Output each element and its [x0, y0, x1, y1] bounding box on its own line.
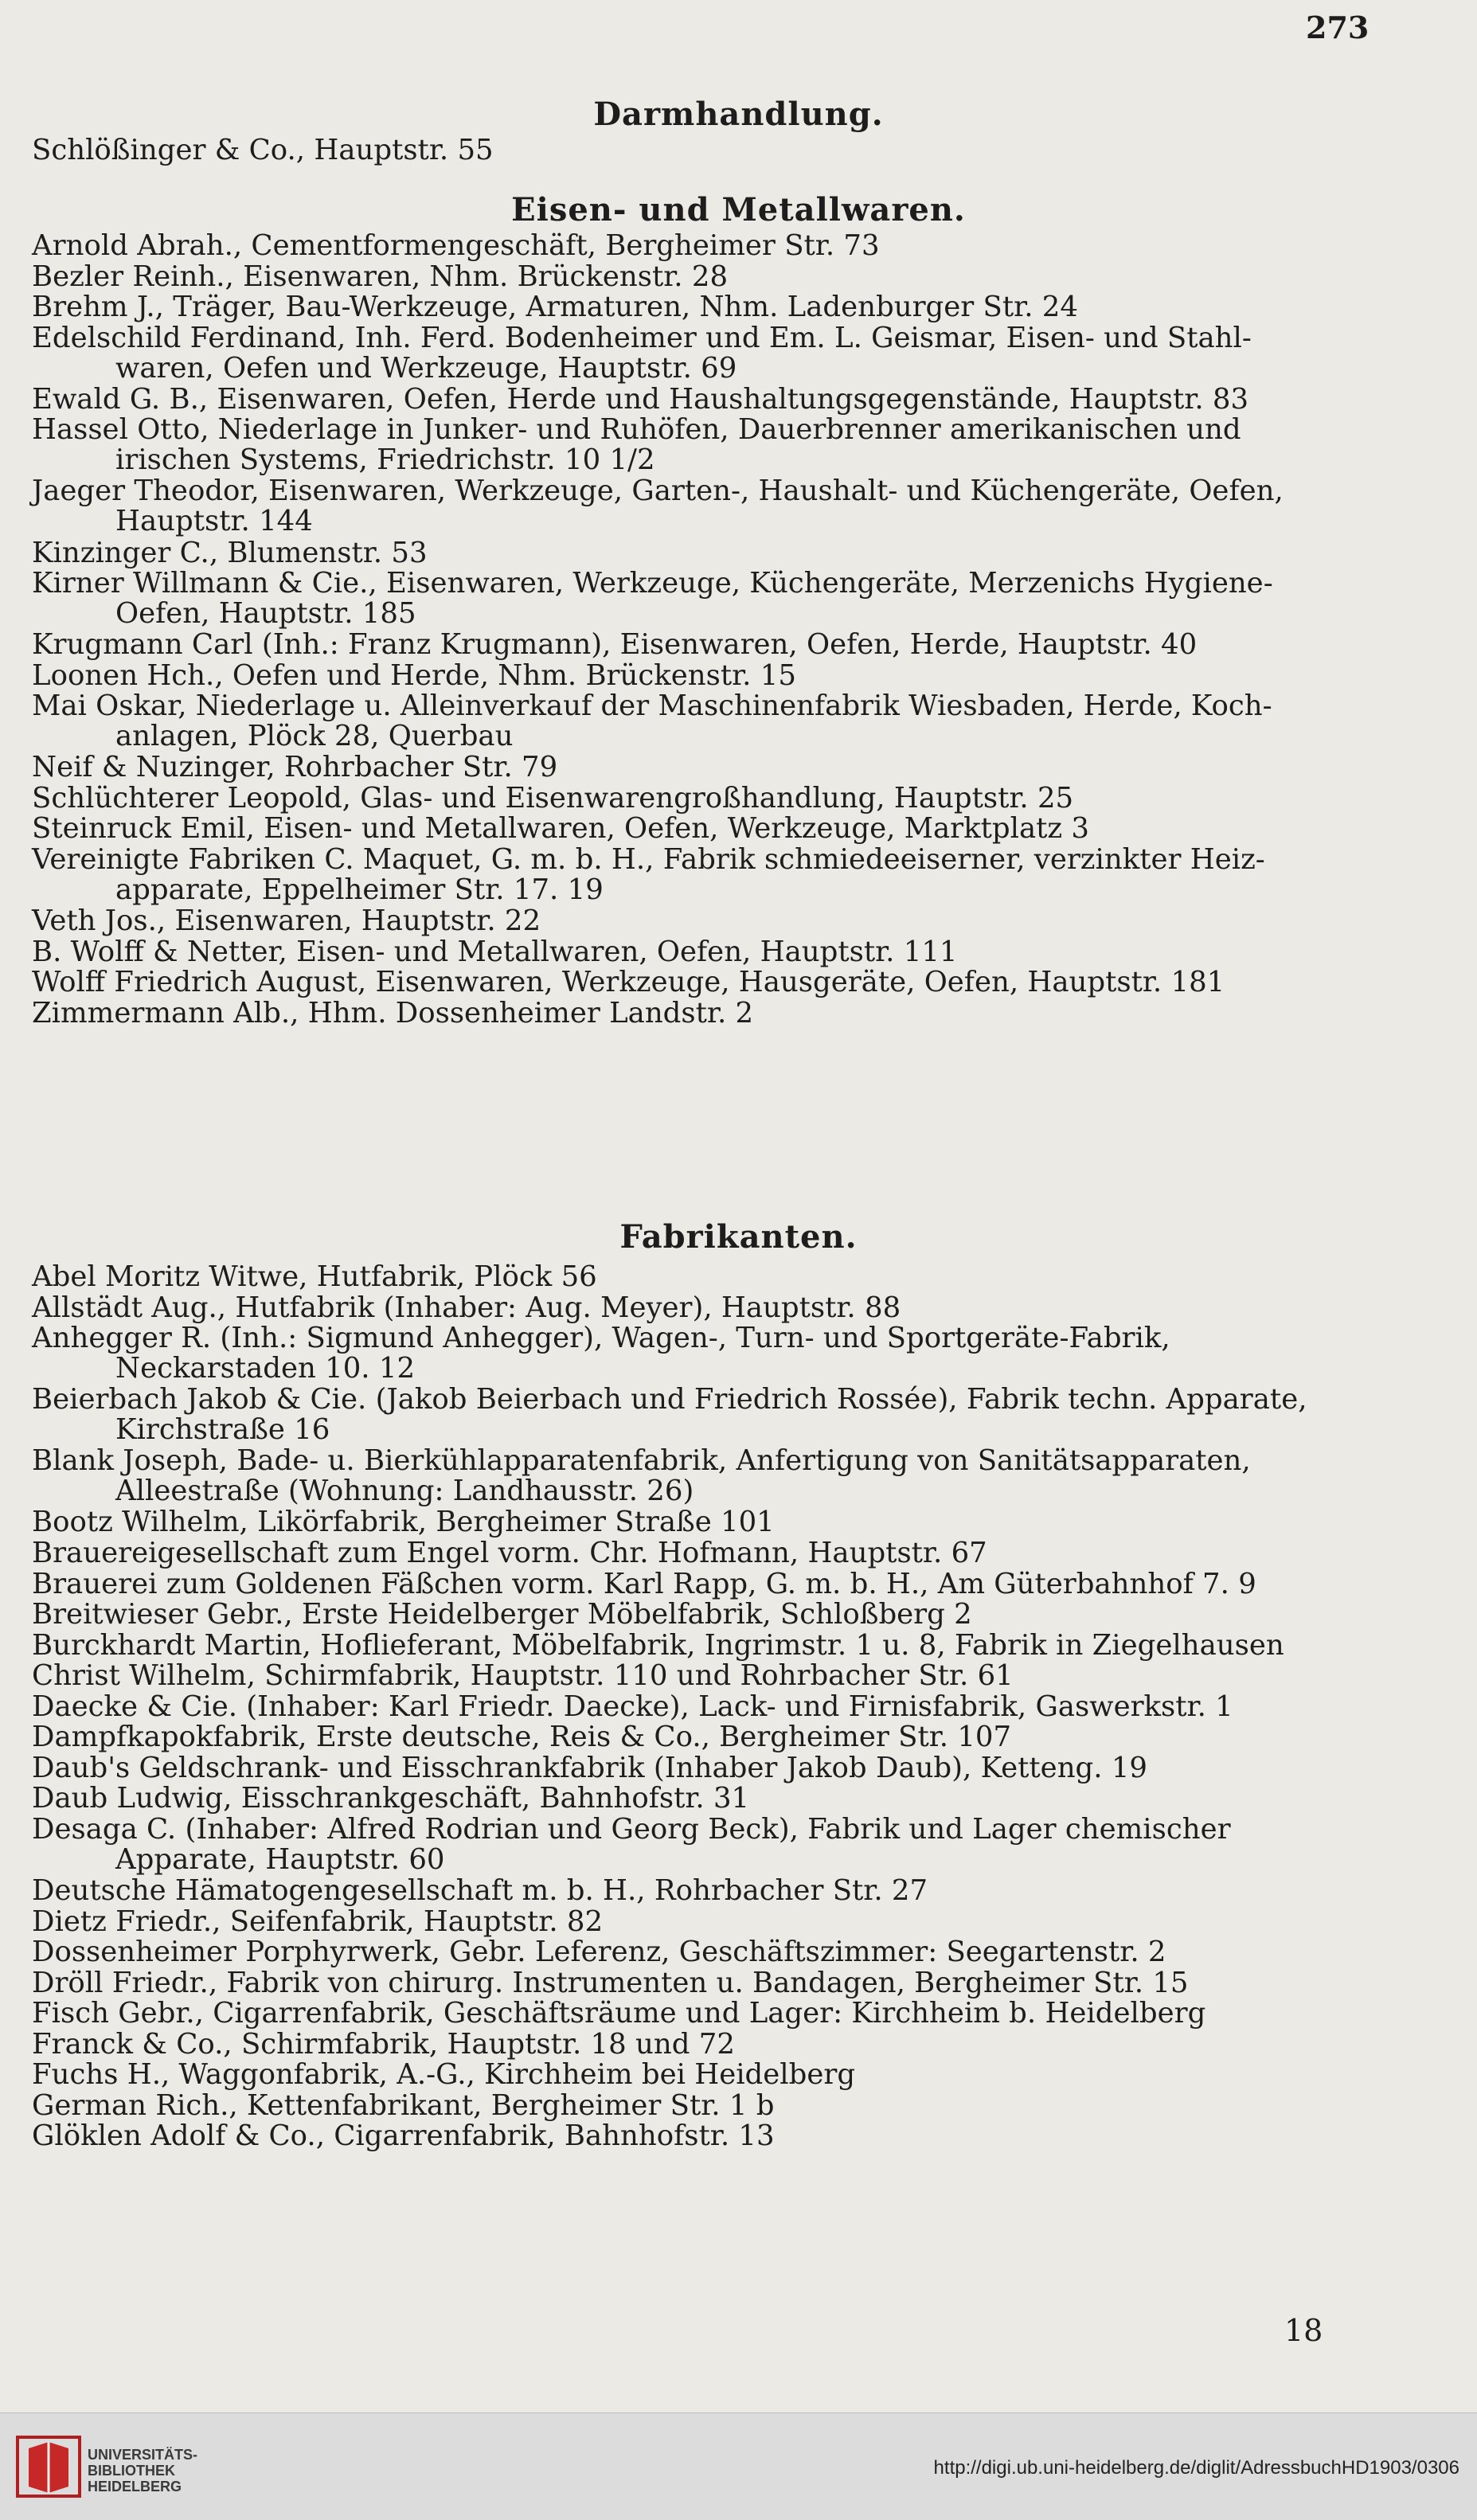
directory-entry [32, 1784, 1433, 1814]
entry-text: German Rich., Kettenfabrikant, Bergheimer Str. 1 b [32, 2088, 775, 2122]
entry-text: Dietz Friedr., Seifenfabrik, Hauptstr. 82 [32, 1905, 604, 1938]
directory-entry [32, 967, 1433, 998]
entry-continuation: anlagen, Plöck 28, Querbau [115, 720, 514, 753]
entry-text: Daub's Geldschrank- und Eisschrankfabrik (Inhaber Jakob Daub), Ketteng. 19 [32, 1751, 1148, 1784]
directory-entry [32, 568, 1433, 629]
source-url-link[interactable]: http://digi.ub.uni-heidelberg.de/diglit/AdressbuchHD1903/0306 [933, 2457, 1459, 2479]
section-title: Darmhandlung. [593, 96, 884, 133]
entry-text: Christ Wilhelm, Schirmfabrik, Hauptstr. 110 und Rohrbacher Str. 61 [32, 1659, 1014, 1693]
entry-text: Abel Moritz Witwe, Hutfabrik, Plöck 56 [32, 1260, 597, 1293]
directory-entry [32, 2027, 1433, 2061]
directory-entry [32, 937, 1433, 967]
directory-entry [32, 1385, 1433, 1445]
directory-entry [32, 135, 1433, 166]
directory-entry [32, 1323, 1433, 1384]
entry-text: Glöklen Adolf & Co., Cigarrenfabrik, Bahnhofstr. 13 [32, 2120, 775, 2153]
entry-text: Bootz Wilhelm, Likörfabrik, Bergheimer Straße 101 [32, 1506, 775, 1539]
directory-entry [32, 1722, 1433, 1752]
entry-text: Wolff Friedrich August, Eisenwaren, Werkzeuge, Hausgeräte, Oefen, Hauptstr. 181 [32, 966, 1225, 999]
entry-continuation: Alleestraße (Wohnung: Landhausstr. 26) [115, 1475, 694, 1508]
section-title: Fabrikanten. [619, 1218, 858, 1256]
entry-text: Dröll Friedr., Fabrik von chirurg. Instrumenten u. Bandagen, Bergheimer Str. 15 [32, 1966, 1189, 1999]
entry-text: Dampfkapokfabrik, Erste deutsche, Reis & Co., Bergheimer Str. 107 [32, 1721, 1012, 1754]
entry-text: Burckhardt Martin, Hoflieferant, Möbelfabrik, Ingrimstr. 1 u. 8, Fabrik in Ziegelhausen [32, 1628, 1284, 1662]
entry-text: B. Wolff & Netter, Eisen- und Metallwaren, Oefen, Hauptstr. 111 [32, 935, 958, 968]
entry-text: Hassel Otto, Niederlage in Junker- und Ruhöfen, Dauerbrenner amerikanischen und [32, 413, 1241, 447]
entry-text: Loonen Hch., Oefen und Herde, Nhm. Brückenstr. 15 [32, 658, 796, 692]
entry-text: Bezler Reinh., Eisenwaren, Nhm. Brückenstr. 28 [32, 260, 729, 293]
entry-text: Veth Jos., Eisenwaren, Hauptstr. 22 [32, 904, 541, 938]
directory-entry [32, 1446, 1433, 1506]
directory-entry [32, 1262, 1433, 1292]
entry-text: Blank Joseph, Bade- u. Bierkühlapparatenfabrik, Anfertigung von Sanitätsapparaten, [32, 1444, 1251, 1478]
library-name [88, 2447, 197, 2495]
directory-entry [32, 292, 1433, 322]
entry-text: Ewald G. B., Eisenwaren, Oefen, Herde und Haushaltungsgegenstände, Hauptstr. 83 [32, 382, 1249, 416]
entry-text: Daub Ludwig, Eisschrankgeschäft, Bahnhofstr. 31 [32, 1782, 750, 1815]
entry-text: Jaeger Theodor, Eisenwaren, Werkzeuge, Garten-, Haushalt- und Küchengeräte, Oefen, [32, 475, 1284, 508]
entry-text: Fuchs H., Waggonfabrik, A.-G., Kirchheim bei Heidelberg [32, 2058, 856, 2092]
directory-entry [32, 262, 1433, 292]
entry-text: Schlößinger & Co., Hauptstr. 55 [32, 134, 494, 166]
page-number: 273 [1306, 10, 1370, 45]
directory-entry [32, 2121, 1433, 2151]
directory-entry [32, 323, 1433, 384]
directory-entry [32, 845, 1433, 905]
directory-entry [32, 1876, 1433, 1906]
directory-entry [32, 1661, 1433, 1691]
directory-entry [32, 1628, 1433, 1662]
library-logo-icon [13, 2431, 84, 2502]
directory-entry [32, 1293, 1433, 1323]
directory-entry [32, 1998, 1433, 2029]
entry-continuation: Hauptstr. 144 [115, 505, 313, 538]
entry-continuation: apparate, Eppelheimer Str. 17. 19 [115, 873, 604, 906]
directory-entry [32, 1968, 1433, 1998]
section-title: Eisen- und Metallwaren. [511, 191, 966, 229]
directory-entry [32, 630, 1433, 660]
entry-text: Zimmermann Alb., Hhm. Dossenheimer Landstr. 2 [32, 996, 754, 1029]
entry-text: Mai Oskar, Niederlage u. Alleinverkauf der Maschinenfabrik Wiesbaden, Herde, Koch- [32, 690, 1272, 723]
directory-entry [32, 538, 1433, 568]
directory-entry [32, 476, 1433, 537]
directory-entry [32, 998, 1433, 1029]
entry-continuation: Oefen, Hauptstr. 185 [115, 597, 416, 631]
library-name-line: UNIVERSITÄTS- [88, 2447, 198, 2463]
entry-text: Neif & Nuzinger, Rohrbacher Str. 79 [32, 751, 558, 784]
directory-entry [32, 382, 1433, 416]
directory-entry [32, 752, 1433, 783]
entry-text: Beierbach Jakob & Cie. (Jakob Beierbach und Friedrich Rossée), Fabrik techn. Apparate, [32, 1383, 1307, 1416]
signature-number: 18 [1284, 2313, 1323, 2348]
entry-text: Fisch Gebr., Cigarrenfabrik, Geschäftsräume und Lager: Kirchheim b. Heidelberg [32, 1997, 1206, 2030]
directory-entry [32, 1600, 1433, 1630]
entry-continuation: Apparate, Hauptstr. 60 [115, 1842, 445, 1876]
directory-entry [32, 415, 1433, 475]
library-name-line: BIBLIOTHEK [88, 2463, 175, 2479]
entry-text: Schlüchterer Leopold, Glas- und Eisenwarengroßhandlung, Hauptstr. 25 [32, 781, 1074, 815]
entry-text: Allstädt Aug., Hutfabrik (Inhaber: Aug. Meyer), Hauptstr. 88 [32, 1291, 901, 1324]
directory-entry [32, 2060, 1433, 2090]
directory-entry [32, 691, 1433, 752]
entry-continuation: Kirchstraße 16 [115, 1413, 330, 1447]
directory-entry [32, 231, 1433, 261]
entry-text: Brauereigesellschaft zum Engel vorm. Chr. Hofmann, Hauptstr. 67 [32, 1536, 987, 1569]
directory-entry [32, 1907, 1433, 1937]
entry-text: Vereinigte Fabriken C. Maquet, G. m. b. H., Fabrik schmiedeeiserner, verzinkter Heiz- [32, 843, 1265, 876]
entry-text: Steinruck Emil, Eisen- und Metallwaren, Oefen, Werkzeuge, Marktplatz 3 [32, 812, 1090, 846]
entry-text: Brauerei zum Goldenen Fäßchen vorm. Karl Rapp, G. m. b. H., Am Güterbahnhof 7. 9 [32, 1567, 1256, 1600]
entry-text: Krugmann Carl (Inh.: Franz Krugmann), Eisenwaren, Oefen, Herde, Hauptstr. 40 [32, 628, 1198, 662]
viewer-footer [0, 2413, 1477, 2520]
entry-text: Kinzinger C., Blumenstr. 53 [32, 536, 428, 569]
directory-entry [32, 1538, 1433, 1569]
entry-continuation: Neckarstaden 10. 12 [115, 1352, 416, 1385]
entry-text: Kirner Willmann & Cie., Eisenwaren, Werkzeuge, Küchengeräte, Merzenichs Hygiene- [32, 567, 1273, 600]
directory-entry [32, 2088, 1433, 2122]
directory-entry [32, 783, 1433, 814]
directory-entry [32, 1937, 1433, 1967]
directory-entry [32, 906, 1433, 936]
entry-text: Franck & Co., Schirmfabrik, Hauptstr. 18 und 72 [32, 2027, 735, 2061]
entry-text: Brehm J., Träger, Bau-Werkzeuge, Armaturen, Nhm. Ladenburger Str. 24 [32, 291, 1078, 324]
entry-text: Arnold Abrah., Cementformengeschäft, Bergheimer Str. 73 [32, 229, 880, 262]
directory-entry [32, 814, 1433, 844]
library-name-line: HEIDELBERG [88, 2479, 182, 2495]
entry-text: Anhegger R. (Inh.: Sigmund Anhegger), Wagen-, Turn- und Sportgeräte-Fabrik, [32, 1322, 1170, 1355]
entry-text: Breitwieser Gebr., Erste Heidelberger Möbelfabrik, Schloßberg 2 [32, 1598, 972, 1631]
entry-text: Deutsche Hämatogengesellschaft m. b. H., Rohrbacher Str. 27 [32, 1874, 928, 1907]
entry-text: Desaga C. (Inhaber: Alfred Rodrian und Georg Beck), Fabrik und Lager chemischer [32, 1812, 1231, 1846]
entry-text: Edelschild Ferdinand, Inh. Ferd. Bodenheimer und Em. L. Geismar, Eisen- und Stahl- [32, 321, 1252, 354]
directory-entry [32, 1569, 1433, 1600]
directory-entry [32, 658, 1433, 692]
directory-entry [32, 1753, 1433, 1784]
directory-entry [32, 1692, 1433, 1722]
entry-text: Dossenheimer Porphyrwerk, Gebr. Leferenz, Geschäftszimmer: Seegartenstr. 2 [32, 1936, 1166, 1969]
entry-text: Daecke & Cie. (Inhaber: Karl Friedr. Daecke), Lack- und Firnisfabrik, Gaswerkstr. 1 [32, 1690, 1233, 1723]
directory-entry [32, 1507, 1433, 1537]
directory-entry [32, 1812, 1433, 1876]
entry-continuation: waren, Oefen und Werkzeuge, Hauptstr. 69 [115, 351, 737, 385]
entry-continuation: irischen Systems, Friedrichstr. 10 1/2 [115, 443, 655, 477]
